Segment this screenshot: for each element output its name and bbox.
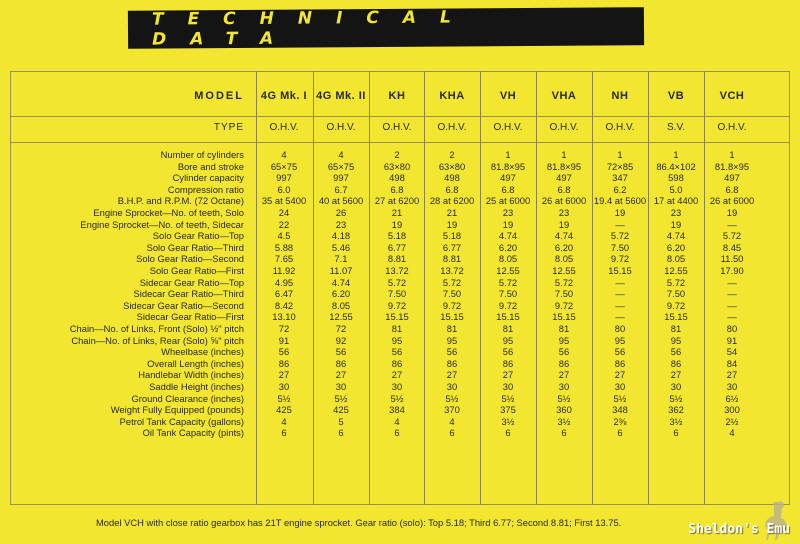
row-label: Weight Fully Equipped (pounds): [110, 404, 244, 416]
table-cell: 95: [502, 334, 514, 346]
table-cell: 6½: [725, 392, 739, 404]
table-cell: —: [615, 276, 625, 288]
table-cell: —: [727, 311, 737, 323]
model-column-header: VHA: [551, 90, 577, 102]
table-cell: 30: [446, 381, 458, 392]
table-cell: 5½: [557, 392, 571, 404]
table-cell: 27: [391, 369, 403, 381]
table-cell: 63×80: [438, 160, 466, 172]
table-cell: 6: [673, 427, 679, 439]
table-cell: 4.18: [331, 230, 351, 242]
table-cell: 4.5: [277, 230, 291, 242]
row-label: Saddle Height (inches): [149, 381, 244, 392]
table-cell: 4: [338, 149, 344, 160]
table-cell: 6.20: [331, 288, 351, 300]
table-cell: 1: [561, 149, 567, 160]
table-cell: 86: [278, 357, 290, 369]
table-cell: 12.55: [664, 265, 688, 276]
table-cell: 9.72: [666, 299, 686, 311]
table-cell: 86: [446, 357, 458, 369]
table-cell: 4.74: [554, 230, 574, 242]
table-cell: 81: [670, 323, 682, 334]
row-label: Engine Sprocket—No. of teeth, Sidecar: [80, 218, 244, 230]
table-cell: 84: [726, 357, 738, 369]
row-label: Chain—No. of Links, Rear (Solo) ⅝" pitch: [71, 334, 244, 346]
type-cell: S.V.: [667, 122, 685, 133]
table-cell: 375: [500, 404, 516, 416]
table-cell: 13.10: [272, 311, 296, 323]
table-cell: 86: [335, 357, 347, 369]
table-cell: —: [615, 218, 625, 230]
type-cell: O.H.V.: [269, 122, 299, 133]
footnote: Model VCH with close ratio gearbox has 21T engine sprocket. Gear ratio (solo): Top 5.18; Third 6.77; Second 8.81; First 13.75.: [96, 517, 622, 528]
table-cell: 1: [505, 149, 511, 160]
table-cell: 72×85: [606, 160, 634, 172]
table-cell: 3½: [557, 415, 571, 427]
table-cell: 8.42: [274, 299, 294, 311]
table-cell: 360: [556, 404, 572, 416]
table-cell: 17.90: [720, 265, 744, 276]
type-cell: O.H.V.: [437, 122, 467, 133]
table-cell: 362: [668, 404, 684, 416]
table-cell: 2: [394, 149, 400, 160]
table-cell: 25 at 6000: [485, 195, 531, 207]
row-label: Wheelbase (inches): [161, 346, 244, 358]
table-cell: 6.8: [390, 183, 404, 195]
table-cell: 13.72: [385, 265, 409, 276]
table-cell: 56: [335, 346, 347, 358]
row-label: Solo Gear Ratio—Second: [136, 253, 244, 265]
table-cell: 2⅜: [613, 415, 627, 427]
table-cell: 8.05: [666, 253, 686, 265]
table-cell: 6: [281, 427, 287, 439]
table-cell: 384: [389, 404, 405, 416]
type-cell: O.H.V.: [717, 122, 747, 133]
table-cell: 23: [670, 207, 682, 218]
table-cell: 15.15: [440, 311, 464, 323]
table-cell: 80: [726, 323, 738, 334]
table-cell: 5½: [669, 392, 683, 404]
table-cell: 15.15: [608, 265, 632, 276]
row-label: Compression ratio: [167, 183, 244, 195]
table-cell: 5.46: [331, 241, 351, 253]
table-cell: 80: [614, 323, 626, 334]
table-cell: 26 at 6000: [541, 195, 587, 207]
table-cell: 27: [446, 369, 458, 381]
table-cell: —: [727, 276, 737, 288]
row-label: Overall Length (inches): [147, 357, 244, 369]
table-cell: 3½: [669, 415, 683, 427]
table-cell: 81: [446, 323, 458, 334]
table-cell: 92: [335, 334, 347, 346]
model-column-header: VCH: [719, 90, 745, 102]
table-cell: 27: [726, 369, 738, 381]
table-cell: 2: [449, 149, 455, 160]
row-label: Engine Sprocket—No. of teeth, Solo: [93, 207, 244, 218]
table-cell: 56: [614, 346, 626, 358]
table-cell: 6: [449, 427, 455, 439]
table-cell: 5.72: [610, 230, 630, 242]
table-cell: 23: [502, 207, 514, 218]
table-cell: 7.65: [274, 253, 294, 265]
table-cell: —: [727, 288, 737, 300]
table-cell: 5.72: [498, 276, 518, 288]
watermark-text: Sheldon's Emu: [688, 522, 790, 537]
table-cell: 997: [276, 172, 292, 184]
table-cell: 11.92: [272, 265, 296, 276]
table-cell: 6.77: [442, 241, 462, 253]
table-cell: 35 at 5400: [261, 195, 307, 207]
table-cell: 81.8×95: [546, 160, 582, 172]
table-cell: 4: [729, 427, 735, 439]
table-cell: 30: [278, 381, 290, 392]
model-column-header: VH: [499, 90, 517, 102]
table-cell: 497: [724, 172, 740, 184]
table-cell: 8.05: [554, 253, 574, 265]
title-banner: [128, 7, 644, 49]
table-cell: 72: [335, 323, 347, 334]
model-column-header: NH: [611, 90, 629, 102]
table-cell: 19.4 at 5600: [593, 195, 647, 207]
table-cell: 15.15: [496, 311, 520, 323]
table-cell: 347: [612, 172, 628, 184]
table-cell: 598: [668, 172, 684, 184]
table-cell: 21: [446, 207, 458, 218]
table-cell: 6: [394, 427, 400, 439]
table-cell: 5.72: [442, 276, 462, 288]
table-cell: 6.20: [666, 241, 686, 253]
type-divider: [10, 142, 790, 143]
table-cell: —: [615, 299, 625, 311]
table-cell: 24: [278, 207, 290, 218]
header-divider: [10, 116, 790, 117]
table-cell: 95: [614, 334, 626, 346]
table-cell: 6.8: [445, 183, 459, 195]
table-cell: 4.74: [498, 230, 518, 242]
table-cell: 5.72: [666, 276, 686, 288]
table-cell: 26: [335, 207, 347, 218]
row-label: Solo Gear Ratio—Top: [152, 230, 244, 242]
table-cell: 22: [278, 218, 290, 230]
table-cell: 4.74: [666, 230, 686, 242]
table-cell: 6.0: [277, 183, 291, 195]
table-cell: 6: [561, 427, 567, 439]
row-label: Solo Gear Ratio—First: [149, 265, 244, 276]
model-header-label: MODEL: [194, 90, 244, 102]
table-cell: 8.81: [442, 253, 462, 265]
table-cell: 6.8: [557, 183, 571, 195]
table-cell: 348: [612, 404, 628, 416]
table-cell: 11.50: [720, 253, 744, 265]
table-cell: 30: [391, 381, 403, 392]
table-cell: 5½: [445, 392, 459, 404]
type-cell: O.H.V.: [382, 122, 412, 133]
row-label: Cylinder capacity: [172, 172, 244, 184]
type-cell: O.H.V.: [493, 122, 523, 133]
table-cell: 6: [338, 427, 344, 439]
table-cell: 81: [502, 323, 514, 334]
table-cell: 5½: [613, 392, 627, 404]
table-cell: 27: [278, 369, 290, 381]
table-cell: 5.88: [274, 241, 294, 253]
table-cell: 15.15: [385, 311, 409, 323]
table-cell: 30: [335, 381, 347, 392]
table-cell: 9.72: [442, 299, 462, 311]
table-cell: 56: [391, 346, 403, 358]
table-cell: 19: [558, 218, 570, 230]
table-cell: 5½: [334, 392, 348, 404]
table-cell: 425: [276, 404, 292, 416]
table-cell: 425: [333, 404, 349, 416]
row-label: Oil Tank Capacity (pints): [142, 427, 244, 439]
table-cell: 5½: [501, 392, 515, 404]
model-column-header: KH: [388, 90, 406, 102]
table-cell: —: [615, 288, 625, 300]
table-cell: 6.47: [274, 288, 294, 300]
table-cell: 6: [505, 427, 511, 439]
table-cell: 4: [281, 149, 287, 160]
table-cell: 30: [726, 381, 738, 392]
row-label: Sidecar Gear Ratio—Third: [133, 288, 244, 300]
table-cell: 27: [335, 369, 347, 381]
table-cell: 19: [670, 218, 682, 230]
table-cell: 91: [278, 334, 290, 346]
table-cell: 6.20: [498, 241, 518, 253]
row-label: Sidecar Gear Ratio—First: [136, 311, 244, 323]
table-cell: 997: [333, 172, 349, 184]
table-cell: 19: [391, 218, 403, 230]
table-cell: 5.72: [387, 276, 407, 288]
table-cell: 23: [558, 207, 570, 218]
table-cell: 5.18: [387, 230, 407, 242]
table-cell: 19: [446, 218, 458, 230]
banner-title: TECHNICAL DATA: [151, 7, 475, 50]
table-cell: 9.72: [387, 299, 407, 311]
table-cell: 63×80: [383, 160, 411, 172]
table-cell: 40 at 5600: [318, 195, 364, 207]
table-cell: 72: [278, 323, 290, 334]
table-cell: 498: [444, 172, 460, 184]
table-cell: 5.18: [442, 230, 462, 242]
table-cell: 30: [558, 381, 570, 392]
table-cell: 2½: [725, 415, 739, 427]
table-cell: 7.50: [554, 288, 574, 300]
table-cell: 4.74: [331, 276, 351, 288]
table-cell: —: [615, 311, 625, 323]
table-cell: 5: [338, 415, 344, 427]
table-cell: 27: [670, 369, 682, 381]
table-cell: 7.50: [610, 241, 630, 253]
table-cell: 95: [391, 334, 403, 346]
table-cell: 81: [558, 323, 570, 334]
table-cell: 56: [446, 346, 458, 358]
table-cell: 11.07: [329, 265, 353, 276]
table-cell: 81.8×95: [714, 160, 750, 172]
table-cell: 5½: [277, 392, 291, 404]
table-cell: 6.8: [725, 183, 739, 195]
table-cell: 19: [726, 207, 738, 218]
table-cell: 56: [278, 346, 290, 358]
table-cell: 9.72: [498, 299, 518, 311]
table-cell: 19: [614, 207, 626, 218]
table-cell: 27: [614, 369, 626, 381]
table-cell: 8.05: [498, 253, 518, 265]
table-cell: 497: [500, 172, 516, 184]
table-cell: —: [727, 218, 737, 230]
table-cell: 27 at 6200: [374, 195, 420, 207]
table-cell: 12.55: [496, 265, 520, 276]
table-cell: 23: [335, 218, 347, 230]
table-cell: 9.72: [554, 299, 574, 311]
table-cell: 56: [670, 346, 682, 358]
table-cell: 4: [449, 415, 455, 427]
type-header-label: TYPE: [213, 122, 244, 133]
table-cell: 17 at 4400: [653, 195, 699, 207]
table-cell: 91: [726, 334, 738, 346]
table-cell: 7.1: [334, 253, 348, 265]
table-cell: 9.72: [610, 253, 630, 265]
table-cell: 8.05: [331, 299, 351, 311]
table-cell: 5½: [390, 392, 404, 404]
table-cell: 15.15: [552, 311, 576, 323]
table-cell: 86: [614, 357, 626, 369]
table-cell: 8.45: [722, 241, 742, 253]
table-cell: 6.2: [613, 183, 627, 195]
table-cell: 95: [446, 334, 458, 346]
table-cell: 65×75: [270, 160, 298, 172]
table-cell: 6.77: [387, 241, 407, 253]
table-cell: 6: [617, 427, 623, 439]
table-cell: 7.50: [442, 288, 462, 300]
row-label: Ground Clearance (inches): [131, 392, 244, 404]
row-label: B.H.P. and R.P.M. (72 Octane): [117, 195, 244, 207]
table-cell: 4: [394, 415, 400, 427]
table-cell: 30: [614, 381, 626, 392]
table-cell: 15.15: [664, 311, 688, 323]
table-cell: 95: [670, 334, 682, 346]
table-cell: 5.72: [722, 230, 742, 242]
table-cell: 300: [724, 404, 740, 416]
table-cell: 1: [673, 149, 679, 160]
table-cell: 81: [391, 323, 403, 334]
row-label: Number of cylinders: [160, 149, 244, 160]
table-cell: 81.8×95: [490, 160, 526, 172]
table-cell: 6.7: [334, 183, 348, 195]
table-cell: 370: [444, 404, 460, 416]
model-column-header: VB: [667, 90, 685, 102]
row-label: Petrol Tank Capacity (gallons): [119, 415, 244, 427]
type-cell: O.H.V.: [326, 122, 356, 133]
table-cell: 26 at 6000: [709, 195, 755, 207]
type-cell: O.H.V.: [605, 122, 635, 133]
model-column-header: KHA: [439, 90, 465, 102]
table-cell: 86.4×102: [656, 160, 696, 172]
row-label: Sidecar Gear Ratio—Top: [139, 276, 244, 288]
table-cell: 7.50: [498, 288, 518, 300]
table-cell: 86: [558, 357, 570, 369]
table-cell: 28 at 6200: [429, 195, 475, 207]
type-cell: O.H.V.: [549, 122, 579, 133]
table-cell: 56: [558, 346, 570, 358]
table-cell: 5.0: [669, 183, 683, 195]
table-cell: 12.55: [552, 265, 576, 276]
table-cell: 4.95: [274, 276, 294, 288]
table-cell: 7.50: [387, 288, 407, 300]
table-cell: 56: [502, 346, 514, 358]
table-cell: 54: [726, 346, 738, 358]
table-cell: 86: [670, 357, 682, 369]
table-cell: 7.50: [666, 288, 686, 300]
table-cell: —: [727, 299, 737, 311]
table-cell: 6.8: [501, 183, 515, 195]
table-cell: 498: [389, 172, 405, 184]
table-cell: 65×75: [327, 160, 355, 172]
table-cell: 5.72: [554, 276, 574, 288]
table-cell: 13.72: [440, 265, 464, 276]
table-cell: 3½: [501, 415, 515, 427]
table-cell: 21: [391, 207, 403, 218]
table-cell: 4: [281, 415, 287, 427]
table-cell: 6.20: [554, 241, 574, 253]
row-label: Handlebar Width (inches): [138, 369, 244, 381]
table-cell: 95: [558, 334, 570, 346]
table-cell: 19: [502, 218, 514, 230]
model-column-header: 4G Mk. I: [260, 90, 308, 102]
table-cell: 8.81: [387, 253, 407, 265]
row-label: Bore and stroke: [177, 160, 244, 172]
table-cell: 86: [502, 357, 514, 369]
row-label: Solo Gear Ratio—Third: [146, 241, 244, 253]
row-label: Sidecar Gear Ratio—Second: [123, 299, 244, 311]
table-cell: 27: [558, 369, 570, 381]
row-label: Chain—No. of Links, Front (Solo) ½" pitch: [69, 323, 244, 334]
table-cell: 30: [670, 381, 682, 392]
table-cell: 27: [502, 369, 514, 381]
table-cell: 497: [556, 172, 572, 184]
table-cell: 86: [391, 357, 403, 369]
table-cell: 1: [729, 149, 735, 160]
table-cell: 30: [502, 381, 514, 392]
model-column-header: 4G Mk. II: [316, 90, 366, 102]
table-cell: 12.55: [329, 311, 353, 323]
table-cell: 1: [617, 149, 623, 160]
